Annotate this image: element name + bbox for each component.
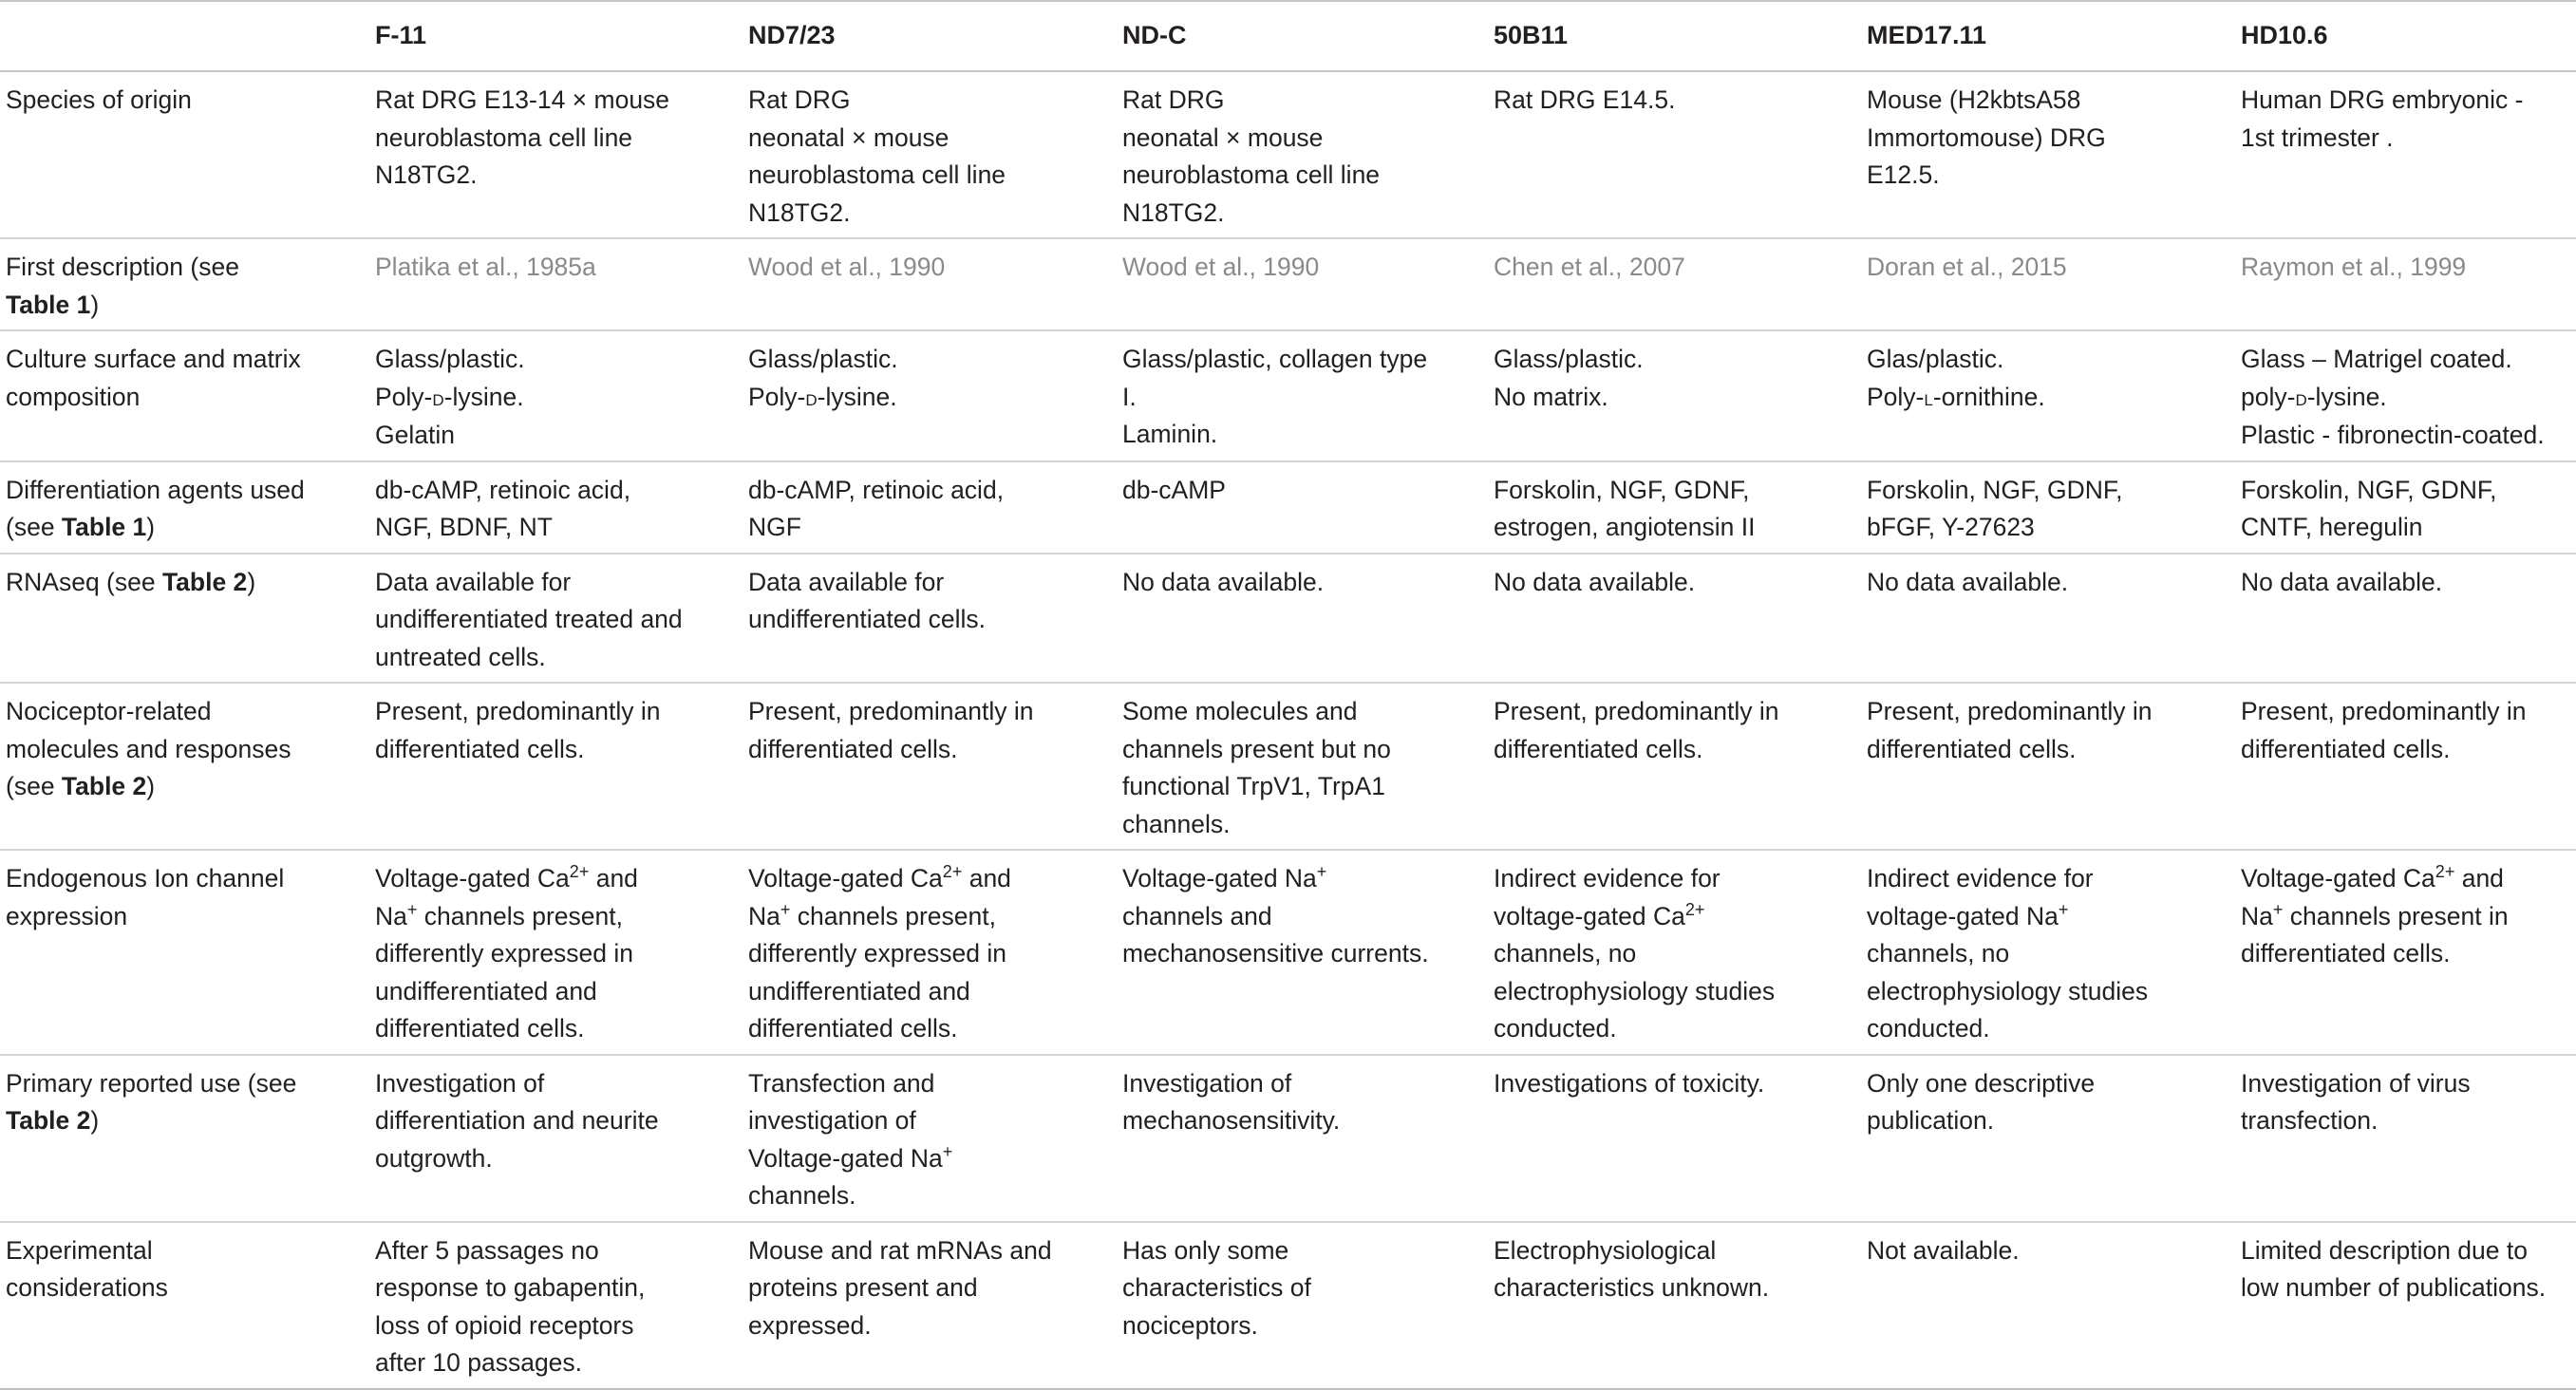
- cell-rnaseq-50b11: No data available.: [1494, 567, 1696, 596]
- header-50b11: 50B11: [1494, 21, 1569, 50]
- cell-use-nd7-23: Transfection and investigation of Voltage-gated Na+ channels.: [748, 1068, 953, 1210]
- cell-diff-med17-11: Forskolin, NGF, GDNF, bFGF, Y-27623: [1867, 475, 2123, 541]
- row-label-primary-use: Primary reported use (see Table 2): [6, 1068, 297, 1135]
- citation-link[interactable]: Doran et al., 2015: [1867, 253, 2067, 281]
- cell-rnaseq-nd-c: No data available.: [1122, 567, 1325, 596]
- cell-noci-med17-11: Present, predominantly in differentiated cells.: [1867, 697, 2153, 763]
- cell-noci-50b11: Present, predominantly in differentiated cells.: [1494, 697, 1779, 763]
- header-med17-11: MED17.11: [1867, 21, 1987, 50]
- cell-ion-nd7-23: Voltage-gated $Ca^{2+}$ and Na+ channels present, differently expressed in undifferentiated and differentiated cells.: [748, 862, 1011, 1042]
- cell-first-f11: [369, 238, 743, 330]
- cell-first-nd-c: [1117, 238, 1488, 330]
- cell-rnaseq-med17-11: No data available.: [1867, 567, 2069, 596]
- cell-noci-nd-c: Some molecules and channels present but no functional TrpV1, TrpA1 channels.: [1122, 697, 1391, 838]
- citation-link[interactable]: Platika et al., 1985a: [375, 253, 596, 281]
- table-1-reference[interactable]: Table 1: [6, 290, 91, 319]
- cell-noci-nd7-23: Present, predominantly in differentiated cells.: [748, 697, 1034, 763]
- table-row-species: [0, 71, 2576, 238]
- row-label-species: Species of origin: [6, 85, 192, 114]
- header-nd-c: ND-C: [1122, 21, 1187, 50]
- cell-first-50b11: [1488, 238, 1861, 330]
- cell-exp-nd7-23: Mouse and rat mRNAs and proteins present and expressed.: [748, 1235, 1052, 1340]
- cell-use-f11: Investigation of differentiation and neurite outgrowth.: [375, 1068, 659, 1173]
- row-label-nociceptor: Nociceptor-related molecules and responses (see Table 2): [6, 697, 291, 800]
- cell-culture-f11: Glass/plastic. Poly-d-lysine. Gelatin: [375, 345, 525, 449]
- cell-diff-nd-c: db-cAMP: [1122, 475, 1226, 504]
- cell-ion-hd10-6: Voltage-gated $Ca^{2+}$ and Na+ channels present in differentiated cells.: [2241, 862, 2509, 967]
- citation-link[interactable]: Wood et al., 1990: [748, 253, 946, 281]
- cell-use-nd-c: Investigation of mechanosensitivity.: [1122, 1068, 1341, 1135]
- cell-first-med17-11: [1861, 238, 2235, 330]
- cell-ion-50b11: Indirect evidence for voltage-gated $Ca^{2+}$ channels, no electrophysiology studies conducted.: [1494, 864, 1776, 1042]
- cell-species-hd10-6: Human DRG embryonic - 1st trimester .: [2241, 85, 2524, 152]
- cell-exp-hd10-6: Limited description due to low number of publications.: [2241, 1235, 2547, 1302]
- table-row-culture-surface: [0, 330, 2576, 461]
- cell-culture-hd10-6: Glass – Matrigel coated. poly-d-lysine. Plastic - fibronectin-coated.: [2241, 345, 2545, 449]
- row-label-experimental: Experimental considerations: [6, 1235, 168, 1302]
- cell-first-hd10-6: [2235, 238, 2576, 330]
- table-row-ion-channel: [0, 850, 2576, 1055]
- table-header-row: [0, 1, 2576, 71]
- cell-diff-nd7-23: db-cAMP, retinoic acid, NGF: [748, 475, 1005, 541]
- cell-diff-50b11: Forskolin, NGF, GDNF, estrogen, angiotensin II: [1494, 475, 1756, 541]
- cell-ion-nd-c: Voltage-gated Na+ channels and mechanosensitive currents.: [1122, 862, 1429, 967]
- cell-use-50b11: Investigations of toxicity.: [1494, 1068, 1765, 1098]
- cell-use-med17-11: Only one descriptive publication.: [1867, 1068, 2096, 1135]
- cell-culture-nd-c: Glass/plastic, collagen type I. Laminin.: [1122, 345, 1428, 448]
- table-row-differentiation: [0, 461, 2576, 554]
- cell-exp-nd-c: Has only some characteristics of nociceptors.: [1122, 1235, 1311, 1340]
- cell-rnaseq-hd10-6: No data available.: [2241, 567, 2443, 596]
- header-f11: F-11: [375, 21, 427, 50]
- row-label-first-description: First description (see Table 1): [6, 253, 239, 319]
- cell-species-50b11: Rat DRG E14.5.: [1494, 85, 1676, 114]
- row-label-culture-surface: Culture surface and matrix composition: [6, 345, 301, 411]
- header-empty: [0, 1, 369, 71]
- cell-diff-f11: db-cAMP, retinoic acid, NGF, BDNF, NT: [375, 475, 631, 541]
- cell-noci-f11: Present, predominantly in differentiated cells.: [375, 697, 661, 763]
- row-label-rnaseq: RNAseq (see Table 2): [6, 567, 256, 596]
- table-row-primary-use: [0, 1055, 2576, 1222]
- cell-use-hd10-6: Investigation of virus transfection.: [2241, 1068, 2471, 1135]
- table-row-nociceptor: [0, 683, 2576, 850]
- cell-species-nd7-23: Rat DRG neonatal × mouse neuroblastoma cell line N18TG2.: [748, 85, 1006, 227]
- table-2-reference[interactable]: Table 2: [161, 567, 248, 596]
- cell-culture-nd7-23: Glass/plastic. Poly-d-lysine.: [748, 345, 898, 411]
- table-1-reference[interactable]: Table 1: [61, 513, 147, 541]
- cell-exp-f11: After 5 passages no response to gabapentin, loss of opioid receptors after 10 passages.: [375, 1235, 646, 1377]
- row-label-differentiation: Differentiation agents used (see Table 1): [6, 475, 305, 541]
- cell-culture-50b11: Glass/plastic. No matrix.: [1494, 345, 1644, 411]
- cell-noci-hd10-6: Present, predominantly in differentiated cells.: [2241, 697, 2527, 763]
- header-nd7-23: ND7/23: [748, 21, 836, 50]
- citation-link[interactable]: Chen et al., 2007: [1494, 253, 1685, 281]
- table-row-first-description: [0, 238, 2576, 330]
- cell-exp-50b11: Electrophysiological characteristics unknown.: [1494, 1235, 1770, 1302]
- cell-species-nd-c: Rat DRG neonatal × mouse neuroblastoma cell line N18TG2.: [1122, 85, 1381, 227]
- cell-rnaseq-nd7-23: Data available for undifferentiated cells.: [748, 567, 986, 633]
- table-row-experimental: [0, 1222, 2576, 1389]
- table-row-rnaseq: [0, 554, 2576, 684]
- cell-first-nd7-23: [743, 238, 1117, 330]
- cell-diff-hd10-6: Forskolin, NGF, GDNF, CNTF, heregulin: [2241, 475, 2497, 541]
- cell-culture-med17-11: Glas/plastic. Poly-l-ornithine.: [1867, 345, 2045, 411]
- cell-ion-f11: Voltage-gated $Ca^{2+}$ and Na+ channels present, differently expressed in undifferentiated and differentiated cells.: [375, 862, 638, 1042]
- table-2-reference[interactable]: Table 2: [6, 1106, 91, 1135]
- header-hd10-6: HD10.6: [2241, 21, 2328, 50]
- citation-link[interactable]: Wood et al., 1990: [1122, 253, 1320, 281]
- cell-species-med17-11: Mouse (H2kbtsA58 Immortomouse) DRG E12.5.: [1867, 85, 2106, 189]
- row-label-ion-channel: Endogenous Ion channel expression: [6, 864, 285, 930]
- cell-species-f11: Rat DRG E13-14 × mouse neuroblastoma cell line N18TG2.: [375, 85, 670, 189]
- cell-rnaseq-f11: Data available for undifferentiated treated and untreated cells.: [375, 567, 683, 671]
- cell-ion-med17-11: Indirect evidence for voltage-gated Na+ channels, no electrophysiology studies conducted.: [1867, 864, 2149, 1042]
- table-2-reference[interactable]: Table 2: [61, 772, 147, 800]
- citation-link[interactable]: Raymon et al., 1999: [2241, 253, 2467, 281]
- cell-exp-med17-11: Not available.: [1867, 1235, 2020, 1265]
